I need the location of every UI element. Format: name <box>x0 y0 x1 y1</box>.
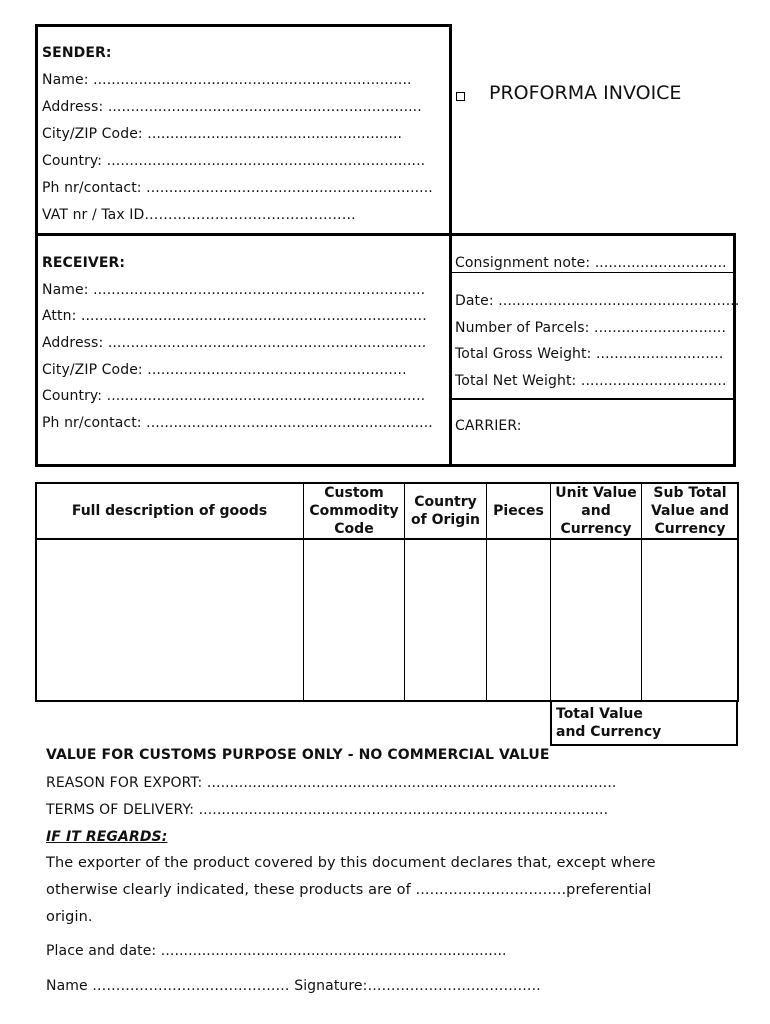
name-signature-field[interactable]: Name …………………………………… Signature:……………………..……….. <box>46 978 541 994</box>
receiver-city-field[interactable]: City/ZIP Code: ......................................................... <box>42 362 407 378</box>
net-weight-field[interactable]: Total Net Weight: ................................ <box>455 373 727 389</box>
country-origin-header: Country of Origin <box>405 484 487 539</box>
total-value-box[interactable] <box>550 701 738 746</box>
sender-address-field[interactable]: Address: ..................................................................... <box>42 99 422 115</box>
customs-note: VALUE FOR CUSTOMS PURPOSE ONLY - NO COMMERCIAL VALUE <box>46 747 550 763</box>
receiver-phone-field[interactable]: Ph nr/contact: ............................................................... <box>42 415 433 431</box>
sender-heading: SENDER: <box>42 45 112 61</box>
goods-description-header: Full description of goods <box>36 484 304 539</box>
receiver-address-field[interactable]: Address: ...................................................................... <box>42 335 427 351</box>
commodity-code-cell[interactable] <box>304 539 405 701</box>
consignment-divider <box>452 272 734 273</box>
goods-table <box>35 483 739 701</box>
country-origin-cell[interactable] <box>405 539 487 701</box>
pieces-header: Pieces <box>487 484 551 539</box>
subtotal-cell[interactable] <box>642 539 739 701</box>
sender-city-field[interactable]: City/ZIP Code: ........................................................ <box>42 126 403 142</box>
commodity-code-header: Custom Commodity Code <box>304 484 405 539</box>
place-date-field[interactable]: Place and date: ............................................................................ <box>46 943 507 959</box>
receiver-heading: RECEIVER: <box>42 255 126 271</box>
parcels-field[interactable]: Number of Parcels: ............................. <box>455 320 726 336</box>
sender-phone-field[interactable]: Ph nr/contact: ............................................................... <box>42 180 433 196</box>
carrier-field[interactable]: CARRIER: <box>455 418 522 434</box>
declaration-line-2[interactable]: otherwise clearly indicated, these products are of ................................preferential <box>46 882 652 898</box>
pieces-cell[interactable] <box>487 539 551 701</box>
receiver-name-field[interactable]: Name: ......................................................................... <box>42 282 426 298</box>
sender-country-field[interactable]: Country: ...................................................................... <box>42 153 426 169</box>
subtotal-header: Sub Total Value and Currency <box>642 484 739 539</box>
receiver-country-field[interactable]: Country: ...................................................................... <box>42 388 426 404</box>
invoice-title: PROFORMA INVOICE <box>489 82 682 104</box>
goods-header-row <box>36 484 739 539</box>
invoice-checkbox[interactable] <box>456 92 465 101</box>
carrier-divider <box>452 398 734 400</box>
sender-vat-field[interactable]: VAT nr / Tax ID……………………………………… <box>42 207 356 223</box>
declaration-line-3: origin. <box>46 909 93 925</box>
reason-for-export-field[interactable]: REASON FOR EXPORT: .......................................................................................... <box>46 775 617 791</box>
date-field[interactable]: Date: ..................................................... <box>455 293 740 309</box>
unit-value-header: Unit Value and Currency <box>551 484 642 539</box>
sender-name-field[interactable]: Name: ...................................................................... <box>42 72 412 88</box>
declaration-line-1: The exporter of the product covered by this document declares that, except where <box>46 855 656 871</box>
goods-description-cell[interactable] <box>36 539 304 701</box>
gross-weight-field[interactable]: Total Gross Weight: ............................ <box>455 346 724 362</box>
if-it-regards-heading: IF IT REGARDS: <box>46 829 168 845</box>
terms-of-delivery-field[interactable]: TERMS OF DELIVERY: .......................................................................................... <box>46 802 609 818</box>
table-row[interactable] <box>36 539 739 701</box>
goods-header-divider <box>35 538 739 540</box>
total-value-label: Total Value <box>556 706 643 722</box>
total-currency-label: and Currency <box>556 724 662 740</box>
consignment-note-field[interactable]: Consignment note: ............................. <box>455 255 727 271</box>
receiver-attn-field[interactable]: Attn: ............................................................................ <box>42 308 427 324</box>
unit-value-cell[interactable] <box>551 539 642 701</box>
